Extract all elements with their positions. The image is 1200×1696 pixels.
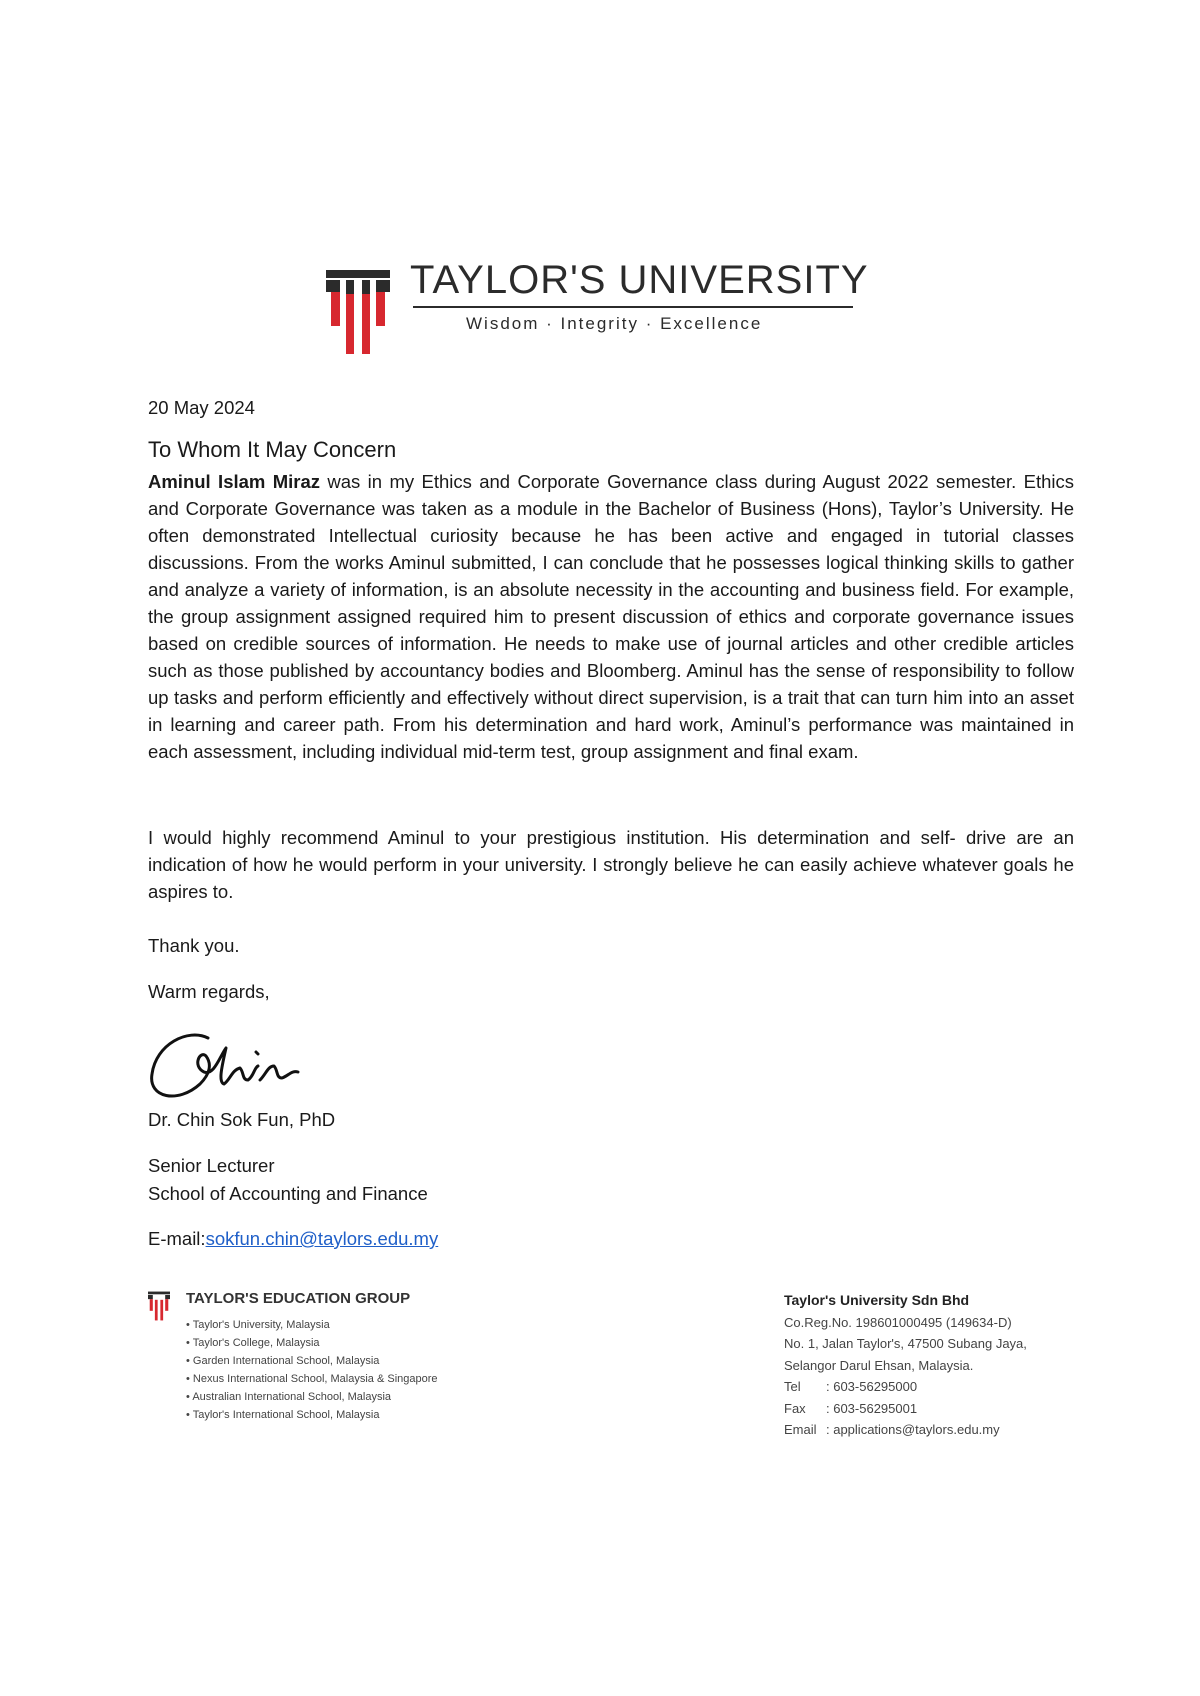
email-label: E-mail: — [148, 1228, 206, 1249]
university-name: TAYLOR'S UNIVERSITY — [410, 258, 869, 302]
tel-value: : 603-56295000 — [826, 1379, 918, 1394]
list-item: • Australian International School, Malaysia — [186, 1388, 438, 1406]
fax-value: : 603-56295001 — [826, 1400, 918, 1416]
tel-label: Tel — [784, 1379, 801, 1394]
logo-divider — [413, 306, 853, 308]
company-email-value: : applications@taylors.edu.my — [826, 1422, 1000, 1437]
list-item: • Garden International School, Malaysia — [186, 1352, 438, 1370]
signer-title: Senior Lecturer — [148, 1155, 275, 1176]
signer-email-link[interactable]: sokfun.chin@taylors.edu.my — [205, 1228, 439, 1249]
handwritten-signature — [148, 1026, 318, 1106]
taylors-university-logo — [326, 258, 869, 358]
university-tagline: Wisdom · Integrity · Excellence — [466, 314, 763, 333]
education-group-title: TAYLOR'S EDUCATION GROUP — [186, 1290, 411, 1307]
education-group-crest-icon — [148, 1290, 170, 1322]
company-fax — [784, 1398, 1104, 1420]
university-crest-icon — [326, 270, 390, 354]
student-name: Aminul Islam Miraz — [148, 471, 321, 492]
list-item: • Taylor's College, Malaysia — [186, 1334, 438, 1352]
letter-closing: Warm regards, — [148, 981, 270, 1002]
letter-date: 20 May 2024 — [148, 397, 255, 418]
fax-label: Fax — [784, 1400, 806, 1416]
signer-email-line — [148, 1225, 1074, 1252]
company-address-line-1: No. 1, Jalan Taylor's, 47500 Subang Jaya, — [784, 1336, 1027, 1351]
company-tel — [784, 1376, 1104, 1398]
list-item: • Taylor's University, Malaysia — [186, 1316, 438, 1334]
letter-paragraph-2: I would highly recommend Aminul to your prestigious institution. His determination and self- drive are an indication of how he would perform in your university. I strongly believe he can easily achieve whatever goals he aspires to. — [148, 827, 1074, 902]
footer-company-details — [784, 1290, 1104, 1441]
company-address-line-2: Selangor Darul Ehsan, Malaysia. — [784, 1357, 974, 1373]
company-registration: Co.Reg.No. 198601000495 (149634-D) — [784, 1314, 1012, 1330]
list-item: • Taylor's International School, Malaysia — [186, 1406, 438, 1424]
company-name: Taylor's University Sdn Bhd — [784, 1292, 970, 1308]
signer-name: Dr. Chin Sok Fun, PhD — [148, 1109, 336, 1130]
company-email-label: Email — [784, 1422, 817, 1437]
paragraph-1-text: was in my Ethics and Corporate Governance class during August 2022 semester. Ethics and Corporate Governance was taken as a module in the Bachelor of Business (Hons), Taylor’s University. He often demonstrated Intellectual curiosity because he has been active and engaged in tutorial classes discussions. From the works Aminul submitted, I can conclude that he possesses logical thinking skills to gather and analyze a variety of information, is an absolute necessity in the accounting and business field. For example, the group assignment assigned required him to present discussion of ethics and corporate governance issues based on credible sources of information. He needs to make use of journal articles and other credible articles such as those published by accountancy bodies and Bloomberg. Aminul has the sense of responsibility to follow up tasks and perform efficiently and effectively without direct supervision, is a trait that can turn him into an asset in learning and career path. From his determination and hard work, Aminul’s performance was maintained in each assessment, including individual mid-term test, group assignment and final exam. — [148, 471, 1074, 762]
company-email — [784, 1419, 1104, 1441]
signer-school: School of Accounting and Finance — [148, 1183, 428, 1204]
education-group-list — [186, 1316, 438, 1424]
letter-paragraph-1 — [148, 468, 1074, 765]
letter-salutation: To Whom It May Concern — [148, 437, 397, 462]
letter-thanks: Thank you. — [148, 935, 240, 956]
list-item: • Nexus International School, Malaysia & Singapore — [186, 1370, 438, 1388]
